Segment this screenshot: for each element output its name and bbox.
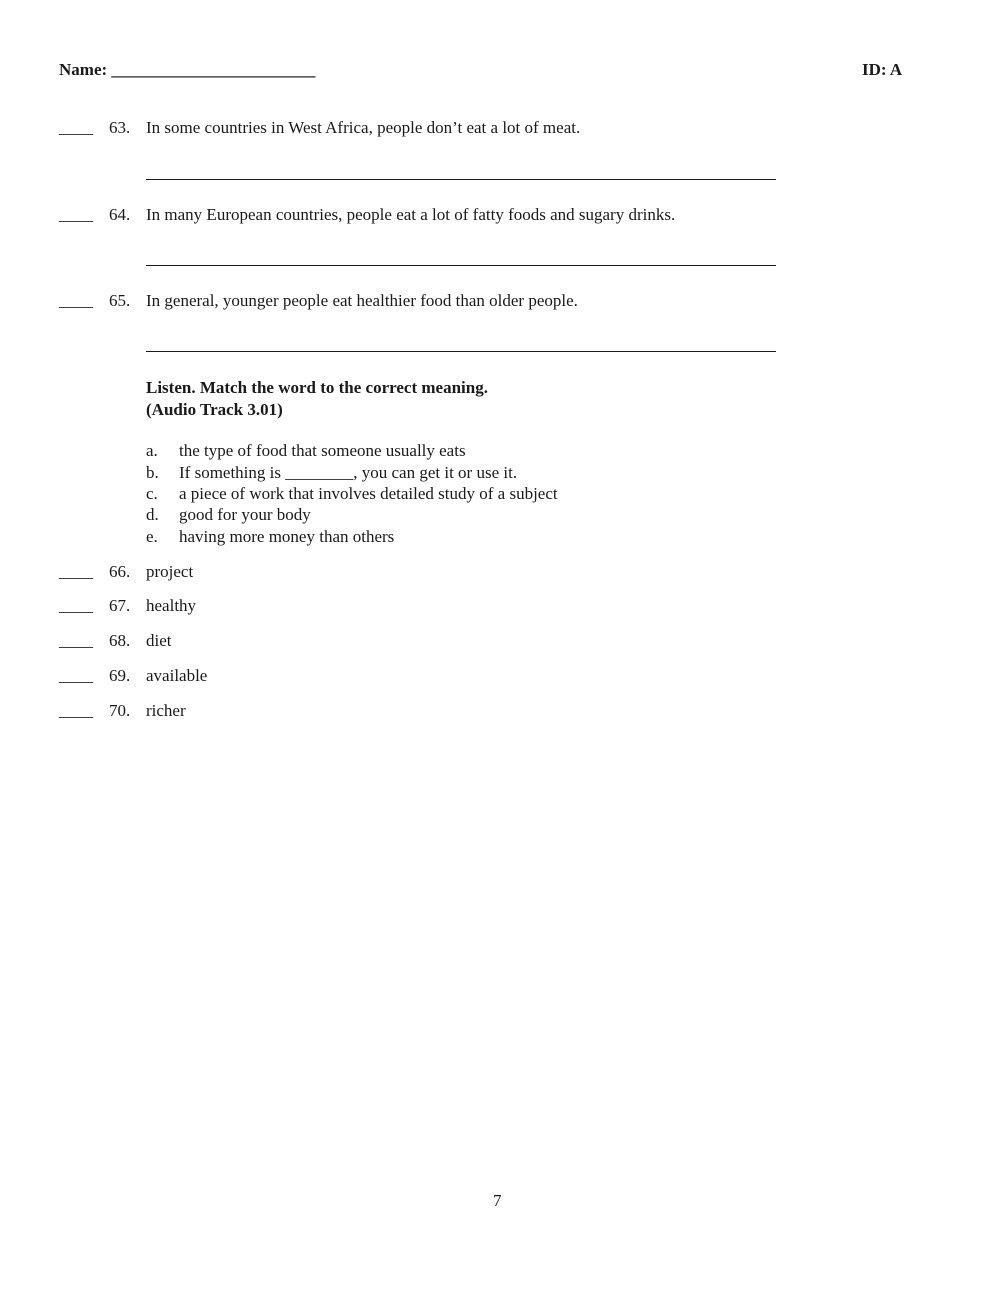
answer-blank-67[interactable]: ____ bbox=[59, 596, 93, 615]
match-word-70: richer bbox=[146, 701, 186, 720]
meaning-letter-e: e. bbox=[146, 527, 158, 546]
question-number-69: 69. bbox=[109, 666, 131, 685]
question-number-70: 70. bbox=[109, 701, 131, 720]
answer-blank-69[interactable]: ____ bbox=[59, 666, 93, 685]
answer-blank-66[interactable]: ____ bbox=[59, 562, 93, 581]
meaning-letter-d: d. bbox=[146, 505, 159, 524]
meaning-text-e: having more money than others bbox=[179, 527, 395, 546]
meaning-letter-b: b. bbox=[146, 463, 159, 482]
question-number-64: 64. bbox=[109, 205, 131, 224]
answer-blank-64[interactable]: ____ bbox=[59, 205, 93, 224]
match-word-66: project bbox=[146, 562, 194, 581]
meaning-text-c: a piece of work that involves detailed study of a subject bbox=[179, 484, 558, 503]
audio-track-label: (Audio Track 3.01) bbox=[146, 400, 283, 419]
question-number-67: 67. bbox=[109, 596, 131, 615]
question-number-66: 66. bbox=[109, 562, 131, 581]
match-word-67: healthy bbox=[146, 596, 197, 615]
meaning-text-a: the type of food that someone usually eats bbox=[179, 441, 466, 460]
page-number: 7 bbox=[493, 1191, 502, 1210]
id-label: ID: A bbox=[862, 60, 903, 79]
answer-line-65[interactable] bbox=[146, 351, 776, 352]
question-number-68: 68. bbox=[109, 631, 131, 650]
answer-blank-70[interactable]: ____ bbox=[59, 701, 93, 720]
meaning-letter-c: c. bbox=[146, 484, 158, 503]
question-text-65: In general, younger people eat healthier food than older people. bbox=[146, 291, 578, 310]
section-instruction: Listen. Match the word to the correct meaning. bbox=[146, 378, 488, 397]
question-text-64: In many European countries, people eat a lot of fatty foods and sugary drinks. bbox=[146, 205, 676, 224]
question-number-63: 63. bbox=[109, 118, 131, 137]
answer-blank-65[interactable]: ____ bbox=[59, 291, 93, 310]
name-label: Name: ________________________ bbox=[59, 60, 316, 79]
question-number-65: 65. bbox=[109, 291, 131, 310]
question-text-63: In some countries in West Africa, people don’t eat a lot of meat. bbox=[146, 118, 581, 137]
answer-blank-68[interactable]: ____ bbox=[59, 631, 93, 650]
meaning-letter-a: a. bbox=[146, 441, 158, 460]
match-word-68: diet bbox=[146, 631, 172, 650]
answer-line-64[interactable] bbox=[146, 265, 776, 266]
answer-blank-63[interactable]: ____ bbox=[59, 118, 93, 137]
meaning-text-d: good for your body bbox=[179, 505, 311, 524]
answer-line-63[interactable] bbox=[146, 179, 776, 180]
meaning-text-b: If something is ________, you can get it or use it. bbox=[179, 463, 518, 482]
match-word-69: available bbox=[146, 666, 208, 685]
